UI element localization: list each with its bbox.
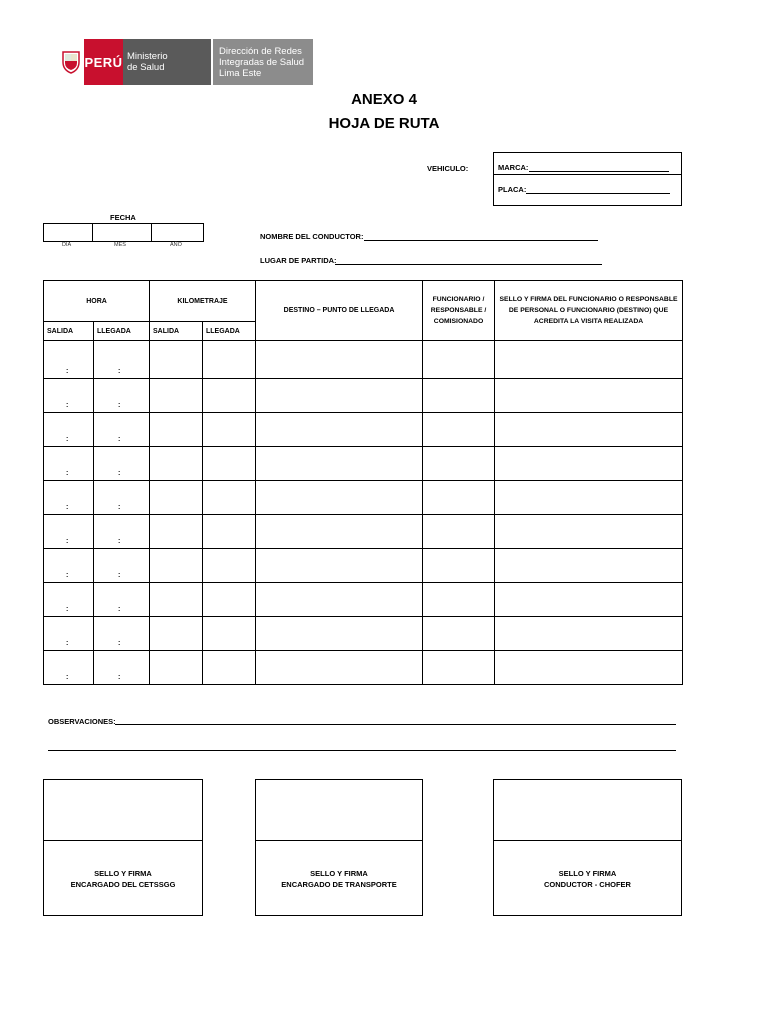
hora-llegada-cell[interactable]: :: [94, 651, 150, 685]
hora-llegada-cell[interactable]: :: [94, 341, 150, 379]
hora-salida-cell[interactable]: :: [44, 413, 94, 447]
hora-llegada-cell[interactable]: :: [94, 549, 150, 583]
table-row: [44, 379, 683, 413]
placa-label: PLACA:: [498, 185, 527, 194]
table-row: [44, 549, 683, 583]
month-field[interactable]: [93, 224, 152, 242]
hora-llegada-cell[interactable]: :: [94, 447, 150, 481]
observations-field-line2[interactable]: [48, 750, 676, 751]
destino-header: DESTINO – PUNTO DE LLEGADA: [256, 281, 423, 341]
km-salida-cell[interactable]: [150, 549, 203, 583]
date-box: [43, 223, 204, 242]
observations-field[interactable]: [115, 724, 676, 725]
table-row: [44, 481, 683, 515]
day-field[interactable]: [44, 224, 93, 242]
km-llegada-cell[interactable]: [203, 617, 256, 651]
destino-cell[interactable]: [256, 651, 423, 685]
hora-salida-cell[interactable]: :: [44, 651, 94, 685]
departure-field[interactable]: [335, 264, 602, 265]
table-row: [44, 341, 683, 379]
hora-header: HORA: [44, 281, 150, 322]
signature-area[interactable]: [494, 780, 681, 841]
funcionario-cell[interactable]: [423, 617, 495, 651]
vehicle-box: [493, 152, 682, 206]
hora-salida-header: SALIDA: [44, 322, 94, 341]
table-row: [44, 583, 683, 617]
hora-llegada-header: LLEGADA: [94, 322, 150, 341]
funcionario-cell[interactable]: [423, 583, 495, 617]
logo-ministry: [123, 39, 211, 85]
km-llegada-cell[interactable]: [203, 515, 256, 549]
sello-cell[interactable]: [495, 549, 683, 583]
km-salida-header: SALIDA: [150, 322, 203, 341]
km-llegada-cell[interactable]: [203, 447, 256, 481]
km-salida-cell[interactable]: [150, 341, 203, 379]
sello-cell[interactable]: [495, 379, 683, 413]
km-llegada-cell[interactable]: [203, 651, 256, 685]
destino-cell[interactable]: [256, 379, 423, 413]
funcionario-header: FUNCIONARIO / RESPONSABLE / COMISIONADO: [423, 281, 495, 341]
km-salida-cell[interactable]: [150, 515, 203, 549]
funcionario-cell[interactable]: [423, 651, 495, 685]
signature-caption-line2: CONDUCTOR - CHOFER: [544, 880, 631, 889]
table-row: [44, 413, 683, 447]
destino-cell[interactable]: [256, 549, 423, 583]
signature-area[interactable]: [44, 780, 202, 841]
observations-label: OBSERVACIONES:: [48, 717, 116, 726]
hora-salida-cell[interactable]: :: [44, 549, 94, 583]
signature-caption: [494, 841, 681, 917]
funcionario-cell[interactable]: [423, 341, 495, 379]
driver-name-field[interactable]: [364, 240, 598, 241]
logo-direction-line2: Integradas de Salud: [219, 56, 305, 68]
signature-caption-line2: ENCARGADO DE TRANSPORTE: [281, 880, 397, 889]
funcionario-cell[interactable]: [423, 379, 495, 413]
route-table: [43, 280, 683, 685]
sello-cell[interactable]: [495, 481, 683, 515]
hora-salida-cell[interactable]: :: [44, 481, 94, 515]
signature-area[interactable]: [256, 780, 422, 841]
hora-salida-cell[interactable]: :: [44, 447, 94, 481]
placa-row: [494, 175, 681, 206]
sello-cell[interactable]: [495, 651, 683, 685]
sello-cell[interactable]: [495, 447, 683, 481]
year-label: AÑO: [170, 242, 182, 248]
destino-cell[interactable]: [256, 617, 423, 651]
funcionario-cell[interactable]: [423, 515, 495, 549]
km-llegada-cell[interactable]: [203, 549, 256, 583]
signature-box-transporte[interactable]: [255, 779, 423, 916]
logo-direction: [213, 39, 313, 85]
km-llegada-cell[interactable]: [203, 341, 256, 379]
logo-direction-line3: Lima Este: [219, 67, 262, 79]
marca-label: MARCA:: [498, 163, 529, 172]
destino-cell[interactable]: [256, 583, 423, 617]
km-salida-cell[interactable]: [150, 413, 203, 447]
sello-header: SELLO Y FIRMA DEL FUNCIONARIO O RESPONSABLE DE PERSONAL O FUNCIONARIO (DESTINO) QUE ACREDITA LA VISITA REALIZADA: [495, 281, 683, 341]
hora-llegada-cell[interactable]: :: [94, 379, 150, 413]
logo-ministry-line1: Ministerio: [127, 51, 168, 62]
departure-label: LUGAR DE PARTIDA:: [260, 256, 337, 265]
signature-caption-line1: SELLO Y FIRMA: [558, 869, 617, 878]
km-salida-cell[interactable]: [150, 583, 203, 617]
placa-field[interactable]: [526, 193, 670, 194]
month-label: MES: [114, 242, 126, 248]
km-salida-cell[interactable]: [150, 617, 203, 651]
ministry-logo: [57, 39, 313, 85]
table-row: [44, 447, 683, 481]
km-salida-cell[interactable]: [150, 651, 203, 685]
kilometraje-header: KILOMETRAJE: [150, 281, 256, 322]
km-llegada-header: LLEGADA: [203, 322, 256, 341]
destino-cell[interactable]: [256, 447, 423, 481]
destino-cell[interactable]: [256, 481, 423, 515]
funcionario-cell[interactable]: [423, 447, 495, 481]
km-llegada-cell[interactable]: [203, 379, 256, 413]
table-row: [44, 651, 683, 685]
km-llegada-cell[interactable]: [203, 583, 256, 617]
logo-country: PERÚ: [84, 39, 123, 85]
table-row: [44, 617, 683, 651]
signature-caption-line1: SELLO Y FIRMA: [310, 869, 368, 878]
day-label: DIA: [62, 242, 72, 248]
signature-box-conductor[interactable]: [493, 779, 682, 916]
hora-salida-cell[interactable]: :: [44, 617, 94, 651]
signature-caption-line1: SELLO Y FIRMA: [94, 869, 152, 878]
marca-row: [494, 153, 681, 175]
hora-salida-cell[interactable]: :: [44, 379, 94, 413]
hora-llegada-cell[interactable]: :: [94, 515, 150, 549]
hora-llegada-cell[interactable]: :: [94, 617, 150, 651]
hora-salida-cell[interactable]: :: [44, 583, 94, 617]
funcionario-cell[interactable]: [423, 413, 495, 447]
km-salida-cell[interactable]: [150, 379, 203, 413]
signature-caption: [44, 841, 202, 917]
signature-box-cetssgg[interactable]: [43, 779, 203, 916]
km-salida-cell[interactable]: [150, 447, 203, 481]
year-field[interactable]: [152, 224, 204, 242]
marca-field[interactable]: [529, 171, 669, 172]
logo-direction-line1: Dirección de Redes: [219, 45, 302, 57]
vehicle-label: VEHICULO:: [427, 164, 469, 173]
destino-cell[interactable]: [256, 413, 423, 447]
document-title: HOJA DE RUTA: [328, 115, 440, 132]
sello-cell[interactable]: [495, 341, 683, 379]
signature-caption-line2: ENCARGADO DEL CETSSGG: [70, 880, 176, 889]
hora-salida-cell[interactable]: :: [44, 341, 94, 379]
coat-of-arms-icon: [57, 39, 84, 85]
sello-cell[interactable]: [495, 583, 683, 617]
funcionario-cell[interactable]: [423, 549, 495, 583]
signature-caption: [256, 841, 422, 917]
sello-cell[interactable]: [495, 617, 683, 651]
driver-name-label: NOMBRE DEL CONDUCTOR:: [260, 232, 364, 241]
sello-cell[interactable]: [495, 515, 683, 549]
funcionario-cell[interactable]: [423, 481, 495, 515]
km-llegada-cell[interactable]: [203, 481, 256, 515]
hora-llegada-cell[interactable]: :: [94, 583, 150, 617]
hora-llegada-cell[interactable]: :: [94, 481, 150, 515]
destino-cell[interactable]: [256, 341, 423, 379]
sello-cell[interactable]: [495, 413, 683, 447]
table-row: [44, 515, 683, 549]
km-llegada-cell[interactable]: [203, 413, 256, 447]
date-label: FECHA: [110, 213, 136, 222]
logo-ministry-line2: de Salud: [127, 62, 165, 73]
hora-salida-cell[interactable]: :: [44, 515, 94, 549]
annex-title: ANEXO 4: [351, 91, 417, 108]
hora-llegada-cell[interactable]: :: [94, 413, 150, 447]
km-salida-cell[interactable]: [150, 481, 203, 515]
destino-cell[interactable]: [256, 515, 423, 549]
